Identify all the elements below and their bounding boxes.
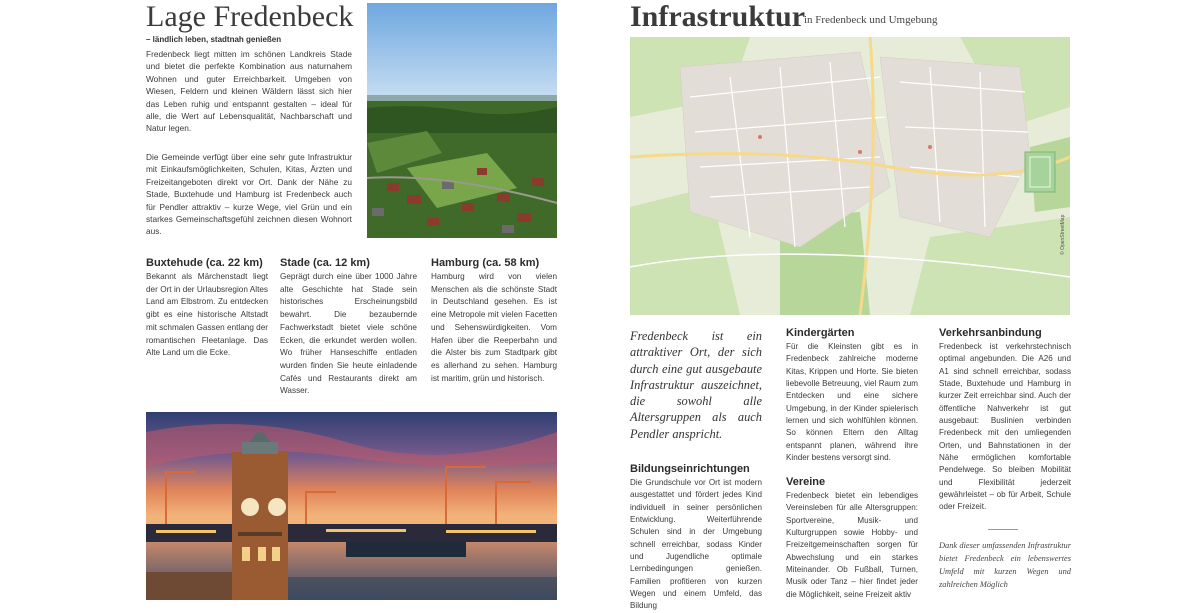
closing-text: Dank dieser umfassenden Infrastruktur bietet Fredenbeck ein lebenswertes Umfeld mit kurzen Wegen und zahlreichen Möglich xyxy=(939,541,1071,589)
section-text: Fredenbeck bietet ein lebendiges Vereinsleben für alle Altersgruppen: Sportvereine, Musik- und Kulturgruppen sowie Hobby- und Freizeitgemeinschaften sorgen für Abwechslung und ein starkes Miteinander. Ob Fußball, Turnen, Musik oder Tanz – hier findet jeder die Möglichkeit, seine Freizeit aktiv xyxy=(786,491,918,599)
distance-heading: Buxtehude (ca. 22 km) xyxy=(146,257,263,269)
distance-heading: Hamburg (ca. 58 km) xyxy=(431,257,540,269)
map-credit: © OpenStreetMap xyxy=(1060,214,1066,255)
section-text: Die Grundschule vor Ort ist modern ausgestattet und fördert jedes Kind individuell in seiner persönlichen Entwicklung. Weiterführende Schulen sind in der Umgebung schnell erreichbar, sodass Kinder und Jugendliche optimale Lernbedingungen genießen. Familien profitieren von kurzen Wegen und einem Umfeld, das Bildung xyxy=(630,478,762,611)
page-subtitle-infrastruktur: in Fredenbeck und Umgebung xyxy=(804,14,938,26)
section-bildung xyxy=(630,462,762,613)
distance-heading: Stade (ca. 12 km) xyxy=(280,257,370,269)
section-heading: Verkehrsanbindung xyxy=(939,327,1042,339)
hamburg-harbour-dusk-photo xyxy=(146,412,557,600)
intro-quote: Fredenbeck ist ein attraktiver Ort, der sich durch eine gut ausgebaute Infrastruktur auszeichnet, die sowohl alle Altersgruppen als auch Pendler anspricht. xyxy=(630,329,762,441)
distance-text: Hamburg wird von vielen Menschen als die schönste Stadt in Deutschland gesehen. Es ist eine Metropole mit vielen Facetten und Sehenswürdigkeiten. Vom Hafen über die Reeperbahn und die Alster bis zum Stadtpark gibt es allerhand zu sehen. Hamburg ist maritim, grün und historisch. xyxy=(431,272,557,383)
page-title-infrastruktur: Infrastruktur xyxy=(630,0,806,33)
section-heading: Vereine xyxy=(786,476,826,488)
section-heading: Kindergärten xyxy=(786,327,855,339)
section-text: Fredenbeck ist verkehrstechnisch optimal angebunden. Die A26 und A1 sind schnell erreichbar, sodass Stade, Buxtehude und Hamburg in kurzer Zeit erreichbar sind. Auch der öffentliche Nahverkehr ist gut ausgebaut: Buslinien verbinden Fredenbeck mit den umliegenden Orten, und Bahnstationen in der Nähe ermöglichen komfortable Pendelwege. So bleiben Mobilität und Flexibilität jederzeit gewährleistet – ob für Arbeit, Schule oder Freizeit. xyxy=(939,342,1071,512)
divider xyxy=(988,529,1018,530)
section-text: Für die Kleinsten gibt es in Fredenbeck zahlreiche moderne Kitas, Krippen und Horte. Sie bieten liebevolle Betreuung, viel Raum zum Entdecken und eine sichere Umgebung, in der Kinder spielerisch lernen und sich wohlfühlen können. So können Eltern den Alltag entspannt planen, während ihre Kinder bestens versorgt sind. xyxy=(786,342,918,463)
distance-buxtehude xyxy=(146,256,268,360)
section-vereine xyxy=(786,475,918,601)
fredenbeck-street-map xyxy=(630,37,1070,315)
section-verkehrsanbindung xyxy=(939,326,1071,514)
distance-text: Geprägt durch eine über 1000 Jahre alte Geschichte hat Stade sein historisches Erscheinungsbild bewahrt. Die bezaubernde Fachwerkstadt bietet viele schöne Ecken, die erkundet werden wollen. Wo früher Hanseschiffe entladen wurden finden Sie heute einladende Cafés und Restaurants direkt am Wasser. xyxy=(280,272,417,396)
page-title-lage: Lage Fredenbeck xyxy=(146,0,354,33)
distance-hamburg xyxy=(431,256,557,385)
intro-paragraph-1: Fredenbeck liegt mitten im schönen Landkreis Stade und bietet die perfekte Kombination aus naturnahem Wohnen und guter Erreichbarkeit. Umgeben von Wiesen, Feldern und kleinen Wäldern lässt sich hier das Leben ruhig und entspannt gestalten – ideal für alle, die Wert auf Lebensqualität, Nachbarschaft und Natur legen. xyxy=(146,49,352,134)
section-heading: Bildungseinrichtungen xyxy=(630,463,750,475)
section-kindergaerten xyxy=(786,326,918,464)
distance-stade xyxy=(280,256,417,398)
page-subtitle-lage: – ländlich leben, stadtnah genießen xyxy=(146,35,282,44)
distance-text: Bekannt als Märchenstadt liegt der Ort in der Urlaubsregion Altes Land am Elbstrom. Zu entdecken gibt es eine historische Altstadt mit schmalen Gassen entlang der romantischen Fleetanlage. Das Alte Land um die Ecke. xyxy=(146,272,268,358)
aerial-village-photo xyxy=(367,3,557,238)
intro-paragraph-2: Die Gemeinde verfügt über eine sehr gute Infrastruktur mit Einkaufsmöglichkeiten, Schulen, Kitas, Ärzten und Freizeitangeboten direkt vor Ort. Dank der Nähe zu Stade, Buxtehude und Hamburg ist Fredenbeck auch für Pendler attraktiv – kurze Wege, viel Grün und ein starkes Gemeinschaftsgefühl zeichnen diesen Wohnort aus. xyxy=(146,152,352,237)
